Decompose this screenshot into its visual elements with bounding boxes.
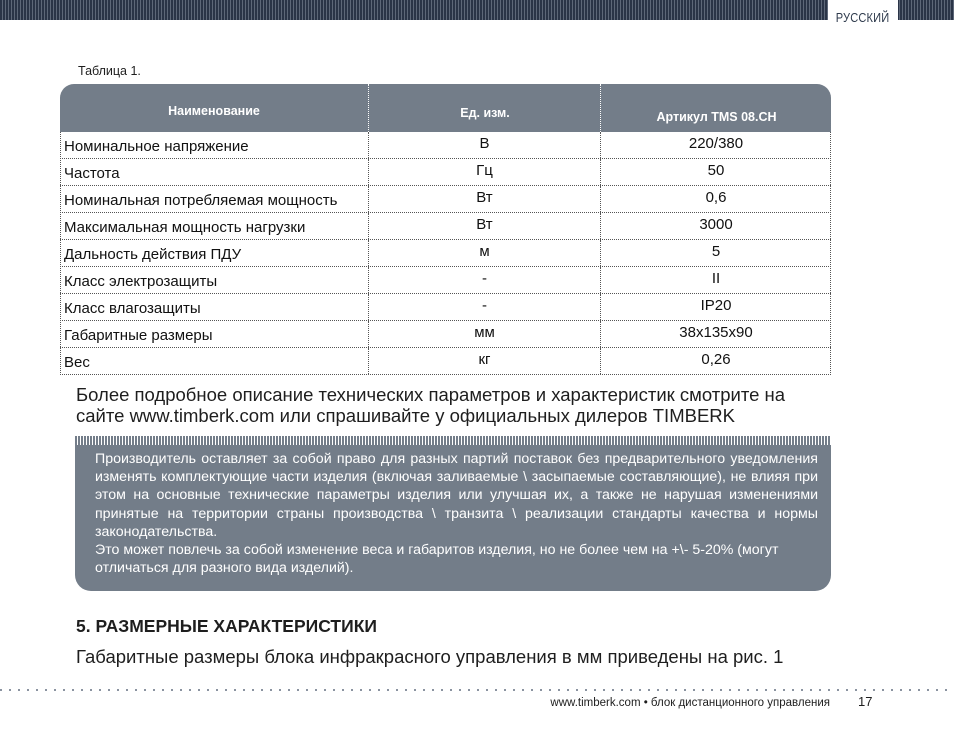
section-title: 5. РАЗМЕРНЫЕ ХАРАКТЕРИСТИКИ: [76, 616, 377, 636]
cell-value: 38x135x90: [600, 321, 831, 347]
cell-value: 0,6: [600, 186, 831, 212]
table-row: [60, 186, 831, 213]
cell-name: Габаритные размеры: [64, 327, 213, 344]
info-line-2: сайте www.timberk.com или спрашивайте у официальных дилеров TIMBERK: [76, 405, 735, 426]
cell-name: Номинальное напряжение: [64, 138, 249, 155]
cell-name: Частота: [64, 165, 120, 182]
table-body: [60, 132, 831, 375]
table-left-border: [60, 132, 61, 375]
cell-name: Максимальная мощность нагрузки: [64, 219, 306, 236]
cell-value: 0,26: [600, 348, 831, 374]
cell-unit: В: [368, 132, 600, 158]
table-row: [60, 267, 831, 294]
table-row: [60, 240, 831, 267]
footer-site: www.timberk.com • блок дистанционного управления: [550, 697, 830, 709]
table-header: [60, 84, 831, 132]
section-text: Габаритные размеры блока инфракрасного управления в мм приведены на рис. 1: [76, 646, 784, 667]
table-row: [60, 159, 831, 186]
spec-table: [60, 84, 831, 375]
language-tab[interactable]: [828, 0, 898, 30]
cell-name: Номинальная потребляемая мощность: [64, 192, 338, 209]
cell-unit: Гц: [368, 159, 600, 185]
note-paragraph-1: Производитель оставляет за собой право для разных партий поставок без предварительного уведомления изменять комплектующие части изделия (включая заливаемые \ засыпаемые составляющие), не влияя при этом на основные технические параметры изделия или улучшая их, а также не нарушая изменениями принятые на территории страны производства \ транзита \ реализации стандарты качества и нормы законодательства.: [95, 451, 818, 540]
column-header-article: Артикул TMS 08.CH: [600, 84, 832, 132]
language-label: РУССКИЙ: [836, 10, 890, 25]
cell-unit: Вт: [368, 186, 600, 212]
cell-name: Класс электрозащиты: [64, 273, 218, 290]
table-row: [60, 321, 831, 348]
table-row: [60, 348, 831, 375]
column-header-name: Наименование: [168, 104, 260, 118]
note-paragraph-2: Это может повлечь за собой изменение веса и габаритов изделия, но не более чем на +\- 5-20% (могут отличаться для разного вида изделий).: [95, 542, 779, 577]
cell-value: 50: [600, 159, 831, 185]
info-text: [76, 384, 836, 426]
cell-value: 220/380: [600, 132, 831, 158]
table-row: [60, 213, 831, 240]
table-row: [60, 132, 831, 159]
info-line-1: Более подробное описание технических параметров и характеристик смотрите на: [76, 384, 786, 405]
table-right-border: [830, 132, 831, 375]
cell-unit: Вт: [368, 213, 600, 239]
table-row: [60, 294, 831, 321]
cell-name: Вес: [64, 354, 90, 371]
cell-name: Класс влагозащиты: [64, 300, 201, 317]
cell-unit: -: [368, 267, 600, 293]
page-number: 17: [858, 694, 873, 709]
cell-unit: -: [368, 294, 600, 320]
cell-unit: м: [368, 240, 600, 266]
note-text: [95, 450, 818, 577]
note-ticks: [75, 436, 831, 445]
table-caption: Таблица 1.: [78, 64, 141, 78]
cell-name: Дальность действия ПДУ: [64, 246, 242, 263]
top-stripe: [0, 0, 954, 20]
cell-value: 5: [600, 240, 831, 266]
cell-value: IP20: [600, 294, 831, 320]
footer-divider: [0, 689, 954, 691]
cell-unit: мм: [368, 321, 600, 347]
cell-unit: кг: [368, 348, 600, 374]
cell-value: 3000: [600, 213, 831, 239]
cell-value: II: [600, 267, 831, 293]
column-header-unit: Ед. изм.: [368, 84, 601, 132]
note-block: [75, 436, 831, 591]
